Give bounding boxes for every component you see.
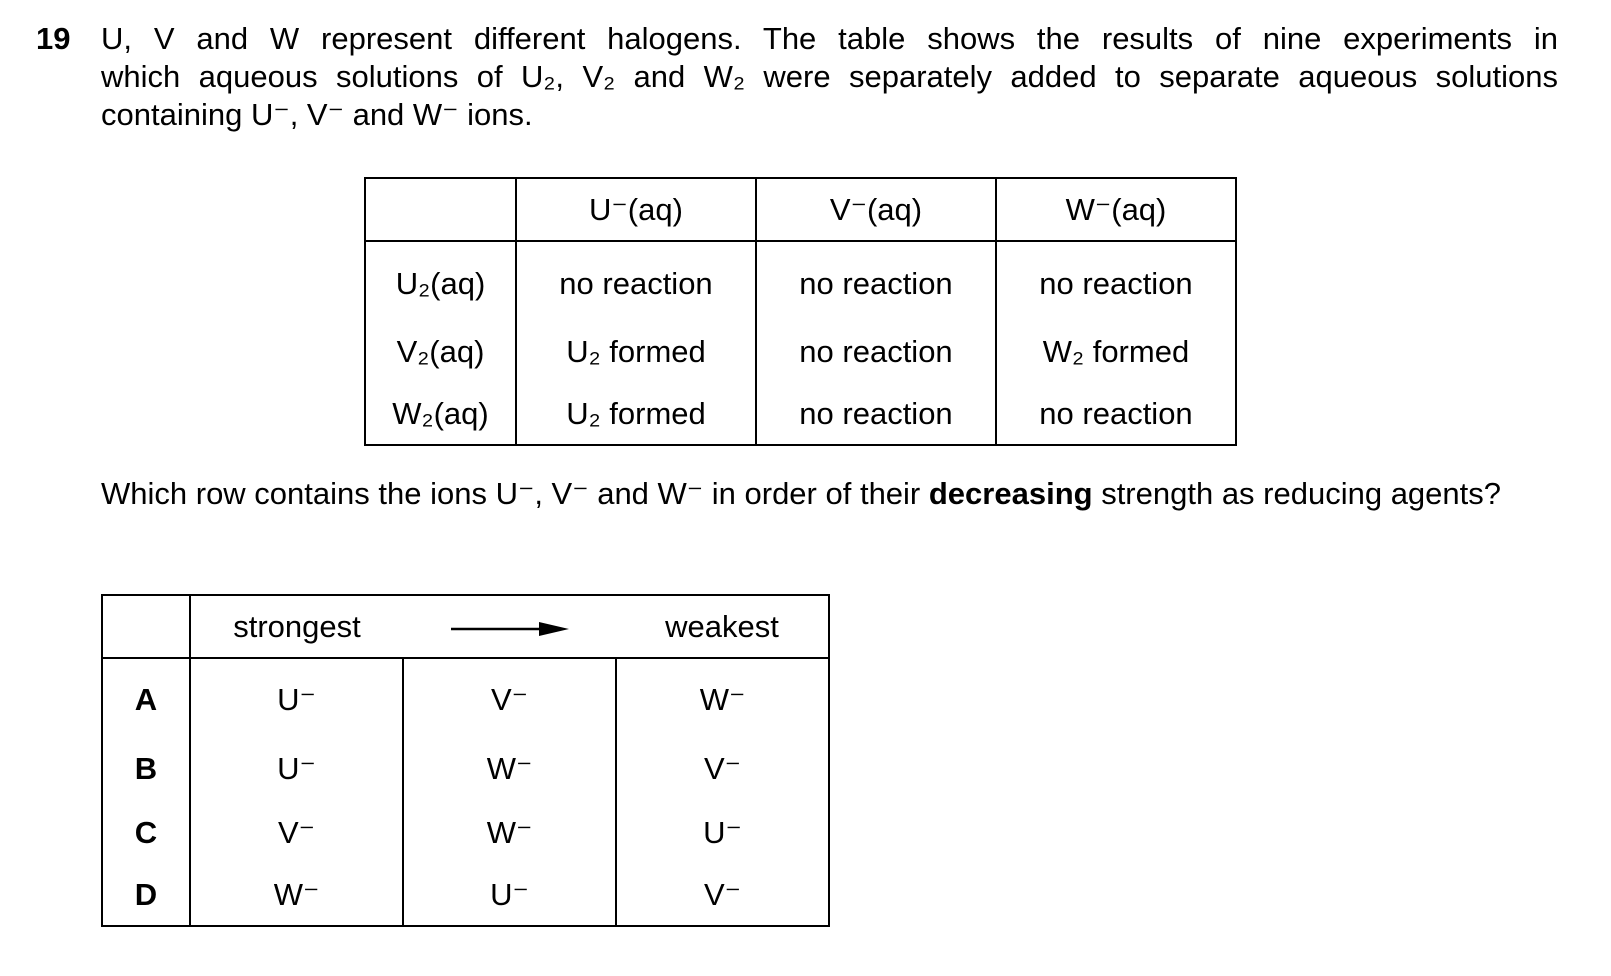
result-cell: no reaction (756, 320, 996, 384)
result-cell: W₂ formed (996, 320, 1236, 384)
results-header-cell: V⁻(aq) (756, 178, 996, 241)
question-prompt (101, 475, 1558, 513)
option-cell: U⁻ (616, 801, 829, 865)
prompt-text-end: strength as reducing agents? (1092, 476, 1502, 511)
result-cell: no reaction (756, 384, 996, 445)
option-cell: V⁻ (616, 865, 829, 926)
option-cell: U⁻ (403, 865, 616, 926)
option-cell: V⁻ (403, 658, 616, 737)
options-header-blank (102, 595, 190, 658)
result-cell: no reaction (996, 384, 1236, 445)
option-cell: U⁻ (190, 658, 403, 737)
reagent-cell: U₂(aq) (365, 241, 516, 320)
header-arrow (403, 595, 616, 658)
option-row-a[interactable] (102, 658, 829, 737)
results-row (365, 384, 1236, 445)
option-cell: V⁻ (616, 737, 829, 801)
header-weakest: weakest (616, 595, 829, 658)
option-cell: U⁻ (190, 737, 403, 801)
results-header-cell (365, 178, 516, 241)
right-arrow-icon (451, 621, 569, 637)
stem-line: which aqueous solutions of U₂, V₂ and W₂ were separately added to separate aqueous solutions (101, 59, 1558, 94)
options-table (101, 594, 830, 927)
option-letter: D (102, 865, 190, 926)
prompt-text: Which row contains the ions U⁻, V⁻ and W⁻ in order of their (101, 476, 929, 511)
option-cell: W⁻ (190, 865, 403, 926)
result-cell: no reaction (756, 241, 996, 320)
results-row (365, 320, 1236, 384)
option-cell: V⁻ (190, 801, 403, 865)
option-cell: W⁻ (403, 801, 616, 865)
stem-line: U, V and W represent different halogens. The table shows the results of nine experiments in (101, 21, 1558, 56)
option-row-d[interactable] (102, 865, 829, 926)
option-cell: W⁻ (403, 737, 616, 801)
results-header-cell: U⁻(aq) (516, 178, 756, 241)
result-cell: U₂ formed (516, 320, 756, 384)
question-number: 19 (36, 21, 71, 56)
result-cell: no reaction (516, 241, 756, 320)
header-strongest: strongest (190, 595, 403, 658)
option-row-b[interactable] (102, 737, 829, 801)
results-table (364, 177, 1237, 446)
option-letter: C (102, 801, 190, 865)
option-cell: W⁻ (616, 658, 829, 737)
result-cell: no reaction (996, 241, 1236, 320)
options-header-row (102, 595, 829, 658)
results-header-cell: W⁻(aq) (996, 178, 1236, 241)
reagent-cell: W₂(aq) (365, 384, 516, 445)
option-letter: B (102, 737, 190, 801)
reagent-cell: V₂(aq) (365, 320, 516, 384)
option-letter: A (102, 658, 190, 737)
results-row (365, 241, 1236, 320)
question-stem (101, 20, 1558, 134)
results-header-row (365, 178, 1236, 241)
stem-line: containing U⁻, V⁻ and W⁻ ions. (101, 97, 533, 132)
option-row-c[interactable] (102, 801, 829, 865)
prompt-bold-word: decreasing (928, 476, 1093, 511)
result-cell: U₂ formed (516, 384, 756, 445)
